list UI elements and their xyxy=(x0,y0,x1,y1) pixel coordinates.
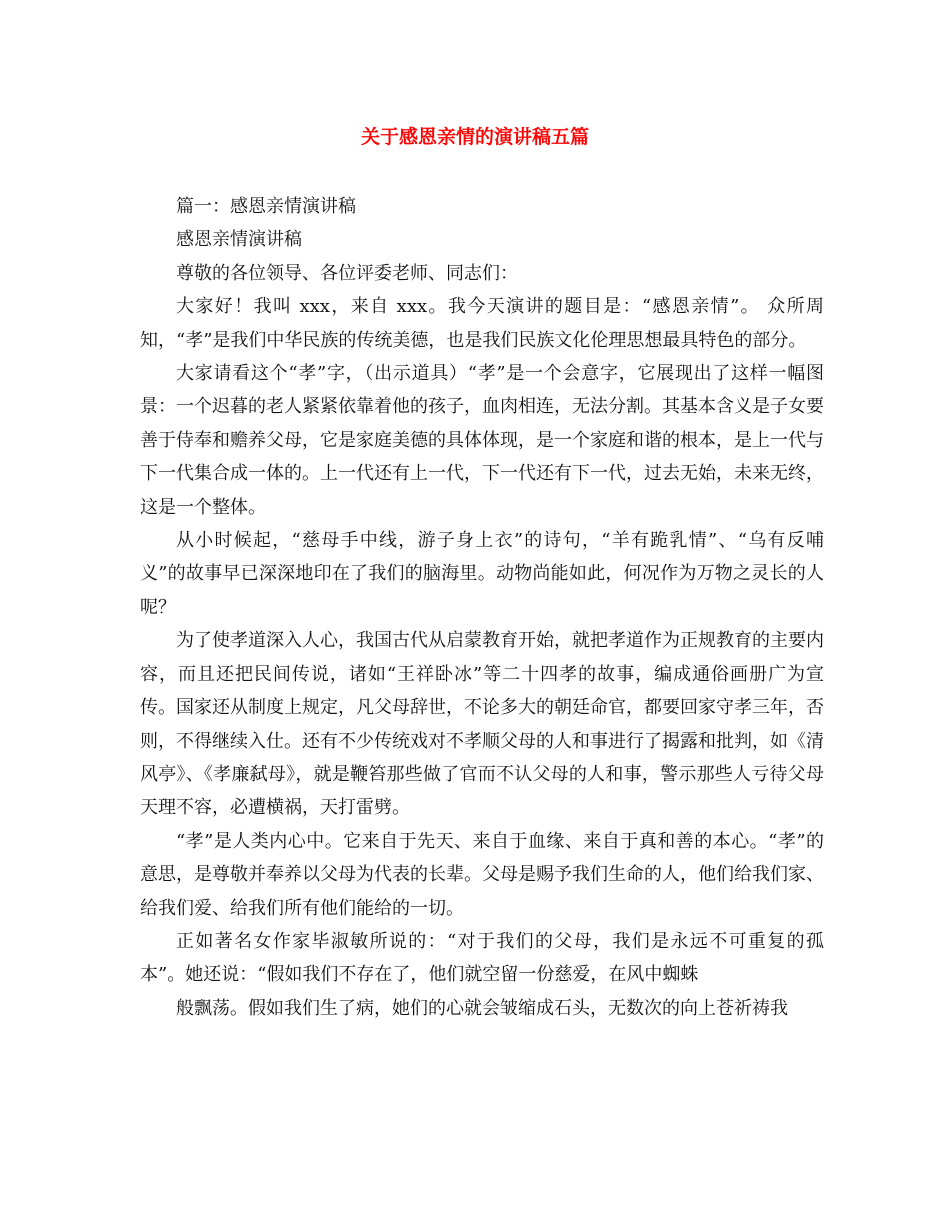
paragraph-body: 为了使孝道深入人心，我国古代从启蒙教育开始，就把孝道作为正规教育的主要内容，而且还把民间传说，诸如“王祥卧冰”等二十四孝的故事，编成通俗画册广为宣传。国家还从制度上规定，凡父母辞世，不论多大的朝廷命官，都要回家守孝三年，否则，不得继续入仕。还有不少传统戏对不孝顺父母的人和事进行了揭露和批判，如《清风亭》、《孝廉弑母》，就是鞭笞那些做了官而不认父母的人和事，警示那些人亏待父母天理不容，必遭横祸，天打雷劈。 xyxy=(140,630,824,819)
paragraph-body: 从小时候起，“慈母手中线，游子身上衣”的诗句，“羊有跪乳情”、“乌有反哺义”的故事早已深深地印在了我们的脑海里。动物尚能如此，何况作为万物之灵长的人呢？ xyxy=(140,530,824,618)
paragraph-salutation: 尊敬的各位领导、各位评委老师、同志们： xyxy=(176,262,518,284)
paragraph-speech-title: 感恩亲情演讲稿 xyxy=(176,229,302,251)
paragraph-body: “孝”是人类内心中。它来自于先天、来自于血缘、来自于真和善的本心。“孝”的意思，是尊敬并奉养以父母为代表的长辈。父母是赐予我们生命的人，他们给我们家、给我们爱、给我们所有他们能给的一切。 xyxy=(140,830,824,919)
document-body xyxy=(140,190,824,1025)
paragraph-body: 般飘荡。假如我们生了病，她们的心就会皱缩成石头，无数次的向上苍祈祷我 xyxy=(176,997,788,1019)
paragraph-section-heading: 篇一：感恩亲情演讲稿 xyxy=(176,196,356,217)
document-title: 关于感恩亲情的演讲稿五篇 xyxy=(360,126,589,148)
paragraph-body: 大家好！我叫 xxx，来自 xxx。我今天演讲的题目是：“感恩亲情”。 众所周知，“孝”是我们中华民族的传统美德，也是我们民族文化伦理思想最具特色的部分。 xyxy=(140,296,824,351)
paragraph-body: 大家请看这个“孝”字，（出示道具）“孝”是一个会意字，它展现出了这样一幅图景：一个迟暮的老人紧紧依靠着他的孩子，血肉相连，无法分割。其基本含义是子女要善于侍奉和赡养父母，它是家庭美德的具体体现，是一个家庭和谐的根本，是上一代与下一代集合成一体的。上一代还有上一代，下一代还有下一代，过去无始，未来无终，这是一个整体。 xyxy=(140,363,824,518)
paragraph-body: 正如著名女作家毕淑敏所说的：“对于我们的父母，我们是永远不可重复的孤本”。她还说：“假如我们不存在了，他们就空留一份慈爱，在风中蜘蛛 xyxy=(140,930,824,986)
